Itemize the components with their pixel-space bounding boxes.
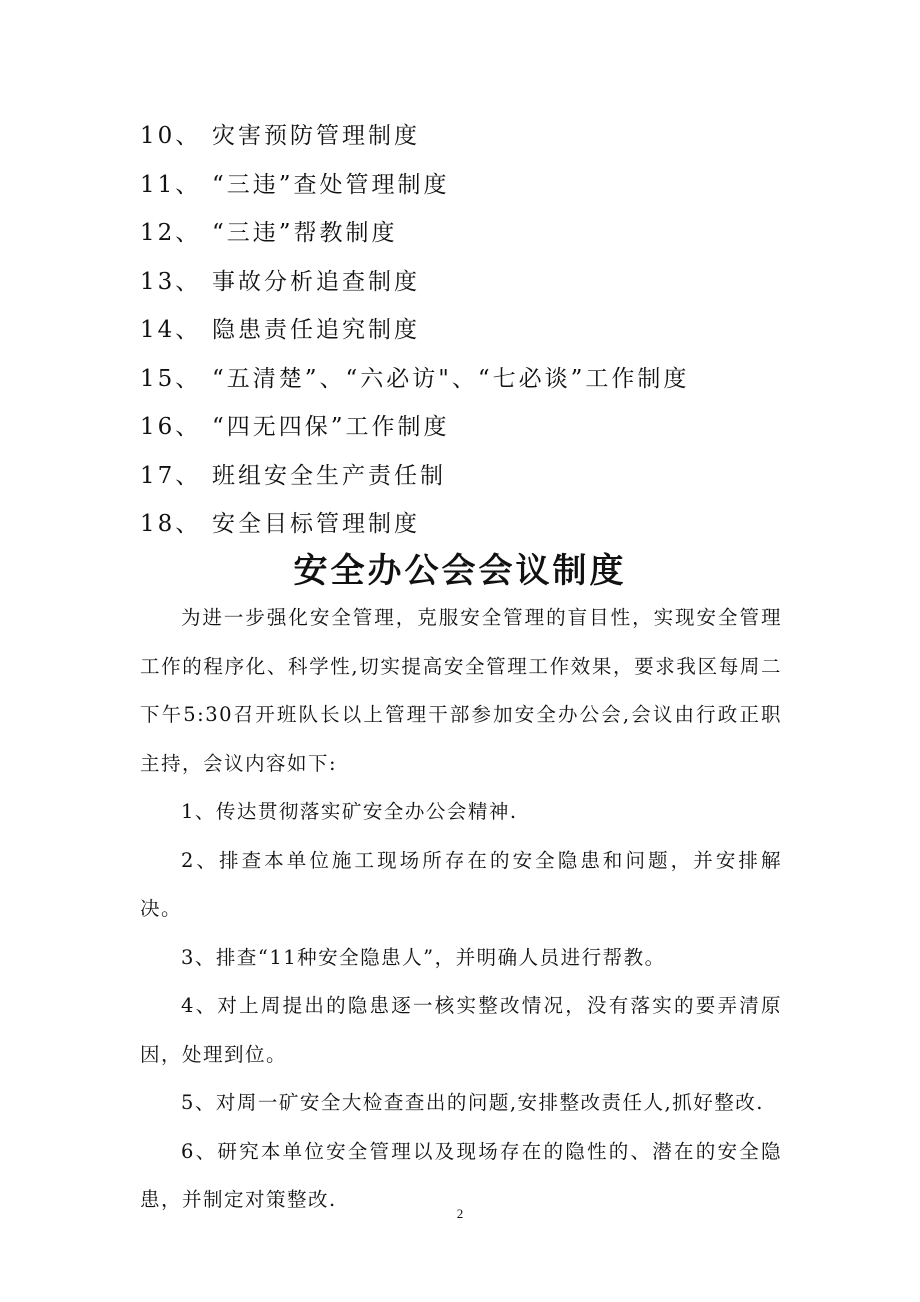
list-item — [140, 161, 840, 210]
body-paragraph: 1、传达贯彻落实矿安全办公会精神. — [180, 800, 518, 823]
list-item-number: 11、 — [140, 171, 202, 198]
page-number: 2 — [456, 1206, 464, 1221]
list-item-text: “三违”查处管理制度 — [212, 171, 450, 198]
list-item — [140, 355, 840, 404]
list-item-number: 12、 — [140, 220, 202, 246]
regulation-list — [140, 112, 840, 549]
list-item-text: “四无四保”工作制度 — [212, 414, 450, 440]
list-item-text: “三违”帮教制度 — [212, 220, 398, 246]
list-item — [140, 306, 840, 355]
list-item-number: 16、 — [140, 414, 202, 440]
list-item-number: 17、 — [140, 462, 202, 489]
list-item-number: 10、 — [140, 123, 202, 149]
list-item — [140, 500, 840, 549]
body-paragraph: 4、对上周提出的隐患逐一核实整改情况，没有落实的要弄清原因，处理到位。 — [140, 994, 782, 1066]
list-item-text: 灾害预防管理制度 — [212, 123, 420, 149]
body-paragraph: 为进一步强化安全管理，克服安全管理的盲目性，实现安全管理工作的程序化、科学性,切实提高安全管理工作效果，要求我区每周二下午5:30召开班队长以上管理干部参加安全办公会,会议由行政正职主持，会议内容如下: — [140, 606, 782, 775]
list-item — [140, 258, 840, 307]
body-paragraph: 5、对周一矿安全大检查查出的问题,安排整改责任人,抓好整改. — [180, 1091, 764, 1114]
list-item-number: 14、 — [140, 317, 202, 343]
list-item-text: 班组安全生产责任制 — [212, 462, 446, 489]
body-paragraph: 3、排查“11种安全隐患人”，并明确人员进行帮教。 — [180, 945, 666, 969]
list-item-number: 13、 — [140, 268, 202, 295]
list-item — [140, 209, 840, 258]
body-paragraph: 6、研究本单位安全管理以及现场存在的隐性的、潜在的安全隐患，并制定对策整改. — [140, 1139, 782, 1211]
list-item — [140, 112, 840, 161]
body-paragraph: 2、排查本单位施工现场所存在的安全隐患和问题，并安排解决。 — [140, 848, 782, 920]
document-title: 安全办公会会议制度 — [293, 551, 627, 591]
list-item — [140, 452, 840, 501]
list-item-number: 18、 — [140, 511, 202, 537]
document-body — [140, 594, 782, 1225]
list-item-text: 安全目标管理制度 — [212, 511, 420, 537]
list-item-text: 事故分析追查制度 — [212, 268, 420, 295]
list-item — [140, 403, 840, 452]
list-item-text: 隐患责任追究制度 — [212, 317, 420, 343]
list-item-text: “五清楚”、“六必访"、“七必谈”工作制度 — [212, 365, 690, 392]
list-item-number: 15、 — [140, 365, 202, 392]
